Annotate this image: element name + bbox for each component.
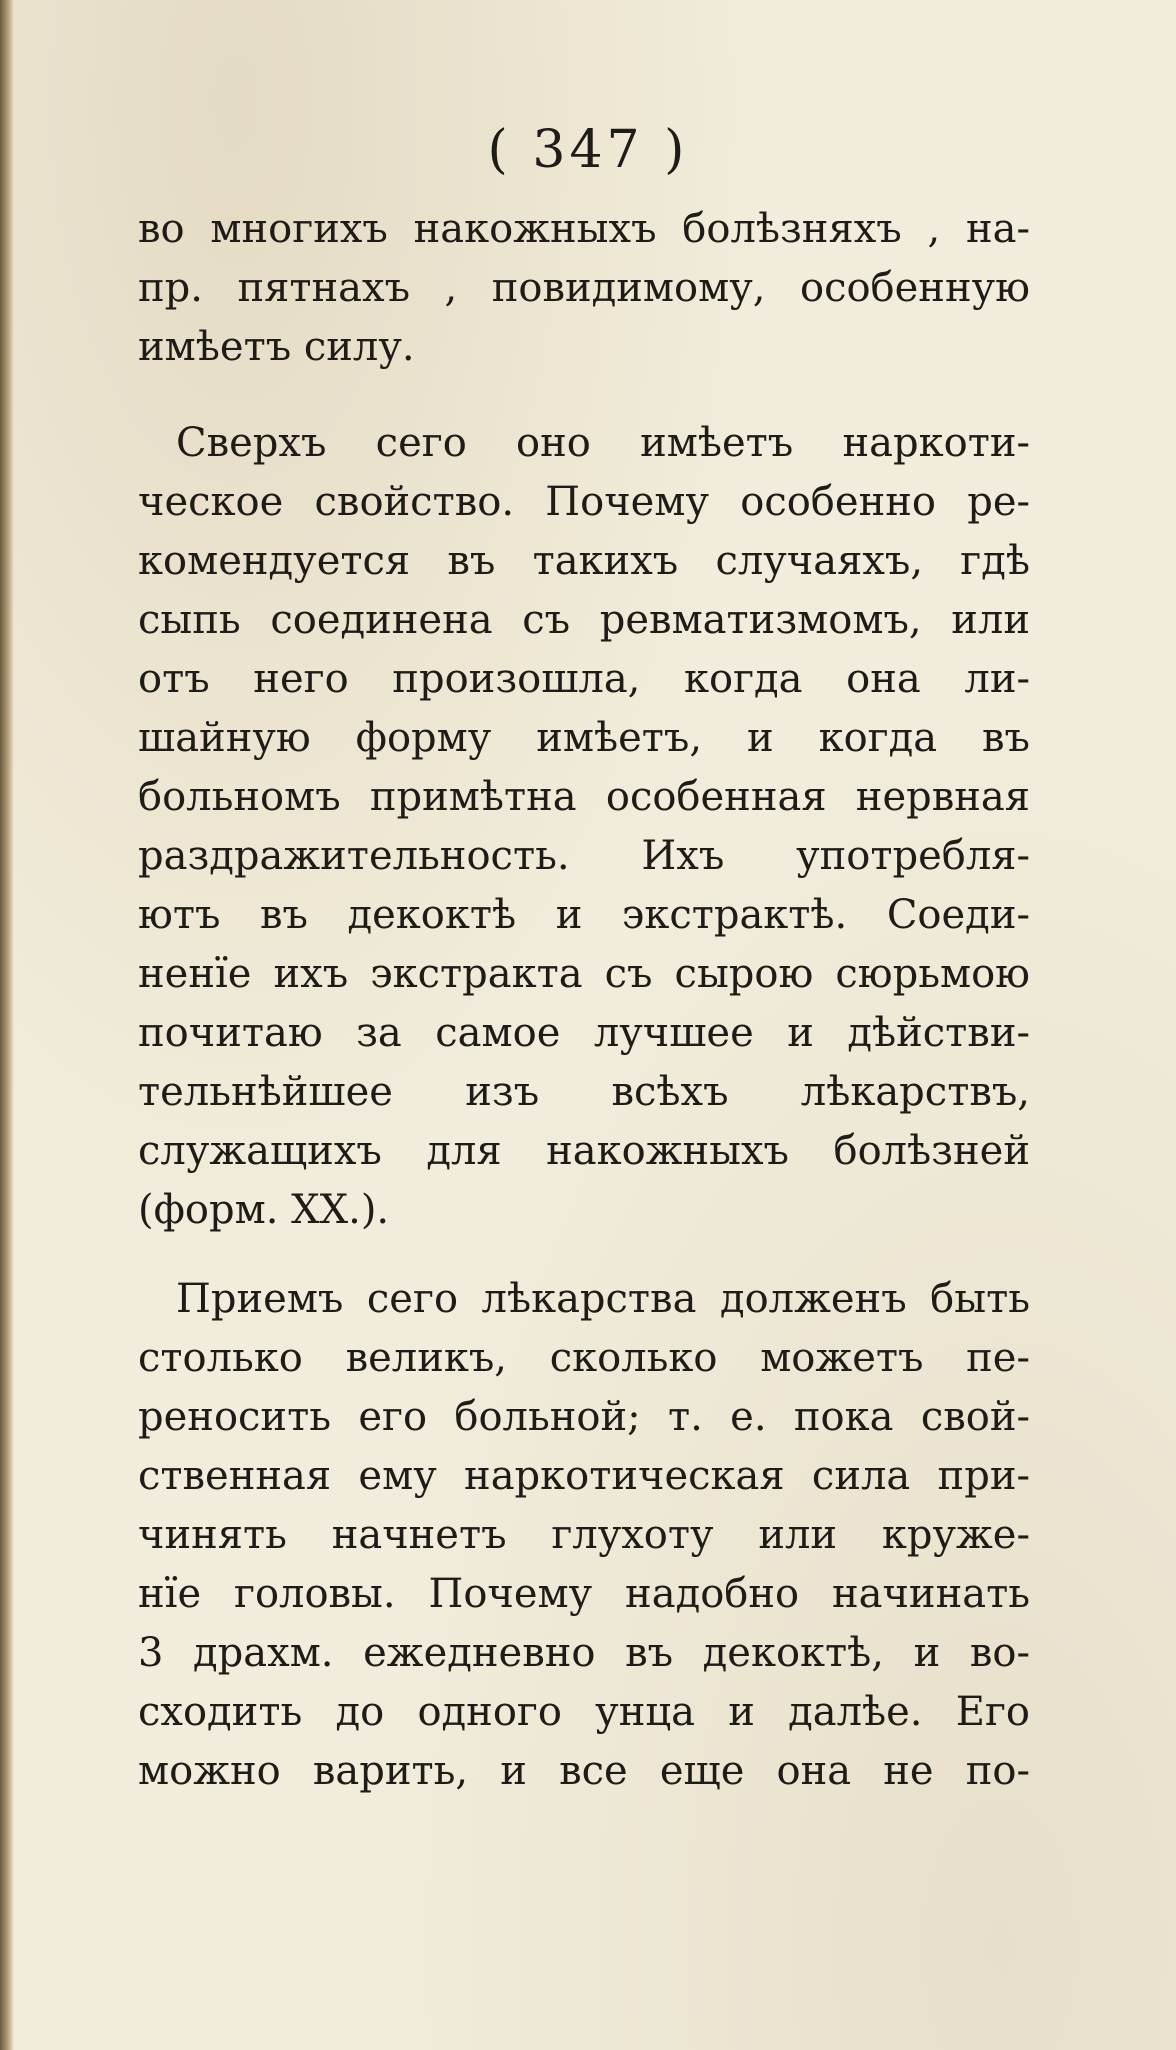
text-line: тельнѣйшее изъ всѣхъ лѣкарствъ, [138,1069,1030,1115]
text-line: ютъ въ декоктѣ и экстрактѣ. Соеди- [138,892,1030,938]
text-line: служащихъ для накожныхъ болѣзней [138,1128,1030,1174]
text-line: можно варить, и все еще она не по- [138,1748,1030,1794]
text-line: ственная ему наркотическая сила при- [138,1453,1030,1499]
page-binding-edge [0,0,14,2050]
text-line: ческое свойство. Почему особенно ре- [138,479,1030,525]
text-line: столько великъ, сколько можетъ пе- [138,1335,1030,1381]
text-line: нїе головы. Почему надобно начинать [138,1571,1030,1617]
text-line: раздражительность. Ихъ употребля- [138,833,1030,879]
page-number: ( 347 ) [487,120,689,180]
text-line: больномъ примѣтна особенная нервная [138,774,1030,820]
text-line: (форм. XX.). [138,1187,390,1233]
text-line: пр. пятнахъ , повидимому, особенную [138,265,1030,311]
text-line: ненїе ихъ экстракта съ сырою сюрьмою [138,951,1030,997]
paragraph-1 [138,200,1030,377]
paragraph-2 [138,414,1030,1240]
text-line: сходить до одного унца и далѣе. Его [138,1689,1030,1735]
text-line: Приемъ сего лѣкарства долженъ быть [176,1276,1030,1322]
text-line: во многихъ накожныхъ болѣзняхъ , на- [138,206,1030,252]
text-line: реносить его больной; т. е. пока свой- [138,1394,1030,1440]
text-line: имѣетъ силу. [138,324,415,370]
text-line: 3 драхм. ежедневно въ декоктѣ, и во- [138,1630,1030,1676]
text-line: почитаю за самое лучшее и дѣйстви- [138,1010,1030,1056]
text-line: шайную форму имѣетъ, и когда въ [138,715,1030,761]
text-line: отъ него произошла, когда она ли- [138,656,1030,702]
text-line: Сверхъ сего оно имѣетъ наркоти- [176,420,1030,466]
paragraph-3 [138,1270,1030,1801]
text-line: комендуется въ такихъ случаяхъ, гдѣ [138,538,1030,584]
text-line: чинять начнетъ глухоту или круже- [138,1512,1030,1558]
text-line: сыпь соединена съ ревматизмомъ, или [138,597,1030,643]
